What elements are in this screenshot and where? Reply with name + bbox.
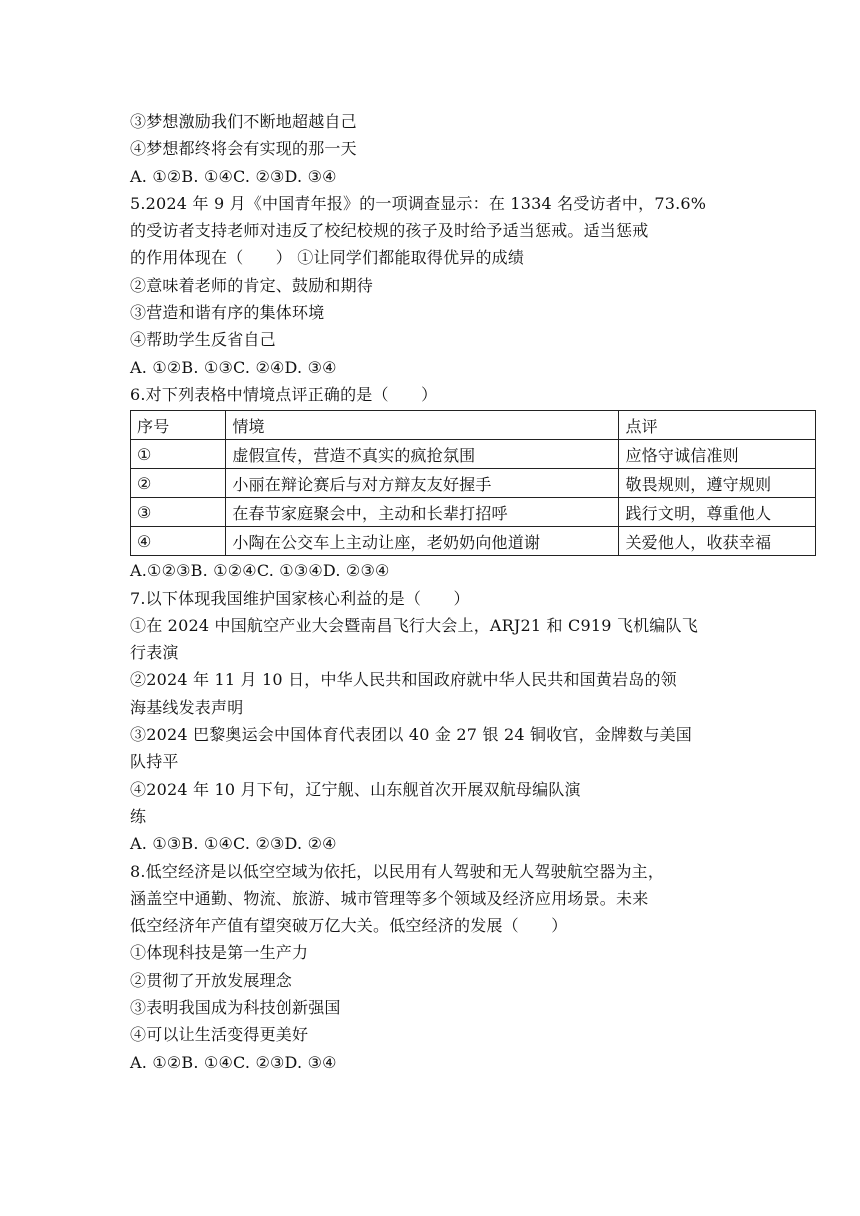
table-cell-comment: 应恪守诚信准则 [619,440,816,469]
q7-option-1-line-1: ①在 2024 中国航空产业大会暨南昌飞行大会上，ARJ21 和 C919 飞机编队飞 [130,615,698,635]
q7-option-2-line-2: 海基线发表声明 [130,697,244,717]
q8-option-4: ④可以让生活变得更美好 [130,1025,309,1045]
table-cell-situation: 小陶在公交车上主动让座，老奶奶向他道谢 [226,527,619,556]
q5-answer-choices: A. ①②B. ①③C. ②④D. ③④ [130,357,337,377]
q8-option-2: ②贯彻了开放发展理念 [130,970,293,990]
q8-stem-line-2: 涵盖空中通勤、物流、旅游、城市管理等多个领域及经济应用场景。未来 [130,888,649,908]
table-cell-comment: 敬畏规则，遵守规则 [619,469,816,498]
table-row [131,440,816,469]
q7-option-3-line-2: 队持平 [130,752,179,772]
header-cell-comment: 点评 [619,411,816,440]
q7-option-3-line-1: ③2024 巴黎奥运会中国体育代表团以 40 金 27 银 24 铜收官，金牌数与美国 [130,725,692,745]
exam-page [130,108,772,1076]
q7-option-4-line-2: 练 [130,806,147,826]
table-cell-comment: 关爱他人，收获幸福 [619,527,816,556]
q4-option-4: ④梦想都终将会有实现的那一天 [130,139,357,159]
q5-option-4: ④帮助学生反省自己 [130,330,276,350]
q7-answer-choices: A. ①③B. ①④C. ②③D. ②④ [130,834,337,854]
q8-answer-choices: A. ①②B. ①④C. ②③D. ③④ [130,1052,337,1072]
table-cell-comment: 践行文明，尊重他人 [619,498,816,527]
table-header-row [131,411,816,440]
q7-stem: 7.以下体现我国维护国家核心利益的是（ ） [130,588,470,608]
q5-stem-line-1: 5.2024 年 9 月《中国青年报》的一项调查显示：在 1334 名受访者中，73.6% [130,193,707,213]
q5-stem-line-3: 的作用体现在（ ） ①让同学们都能取得优异的成绩 [130,248,525,268]
table-cell-number: ③ [131,498,226,527]
table-row [131,469,816,498]
q7-option-1-line-2: 行表演 [130,643,179,663]
situation-table [130,410,816,556]
q6-answer-choices: A.①②③B. ①②④C. ①③④D. ②③④ [130,561,390,581]
table-row [131,498,816,527]
table-cell-situation: 虚假宣传，营造不真实的疯抢氛围 [226,440,619,469]
q5-option-3: ③营造和谐有序的集体环境 [130,303,325,323]
q5-stem-line-2: 的受访者支持老师对违反了校纪校规的孩子及时给予适当惩戒。适当惩戒 [130,221,649,241]
q7-option-2-line-1: ②2024 年 11 月 10 日，中华人民共和国政府就中华人民共和国黄岩岛的领 [130,670,677,690]
table-cell-situation: 在春节家庭聚会中，主动和长辈打招呼 [226,498,619,527]
q5-option-2: ②意味着老师的肯定、鼓励和期待 [130,275,374,295]
q4-option-3: ③梦想激励我们不断地超越自己 [130,112,357,131]
header-cell-situation: 情境 [226,411,619,440]
header-cell-number: 序号 [131,411,226,440]
q8-option-1: ①体现科技是第一生产力 [130,943,309,963]
table-row [131,527,816,556]
q8-stem-line-3: 低空经济年产值有望突破万亿大关。低空经济的发展（ ） [130,916,568,936]
table-cell-number: ② [131,469,226,498]
q7-option-4-line-1: ④2024 年 10 月下旬，辽宁舰、山东舰首次开展双航母编队演 [130,779,581,799]
q8-stem-line-1: 8.低空经济是以低空空域为依托，以民用有人驾驶和无人驾驶航空器为主， [130,861,665,881]
q8-option-3: ③表明我国成为科技创新强国 [130,998,341,1018]
table-cell-situation: 小丽在辩论赛后与对方辩友友好握手 [226,469,619,498]
q4-answer-choices: A. ①②B. ①④C. ②③D. ③④ [130,166,337,186]
table-cell-number: ① [131,440,226,469]
q6-stem: 6.对下列表格中情境点评正确的是（ ） [130,384,438,404]
table-cell-number: ④ [131,527,226,556]
